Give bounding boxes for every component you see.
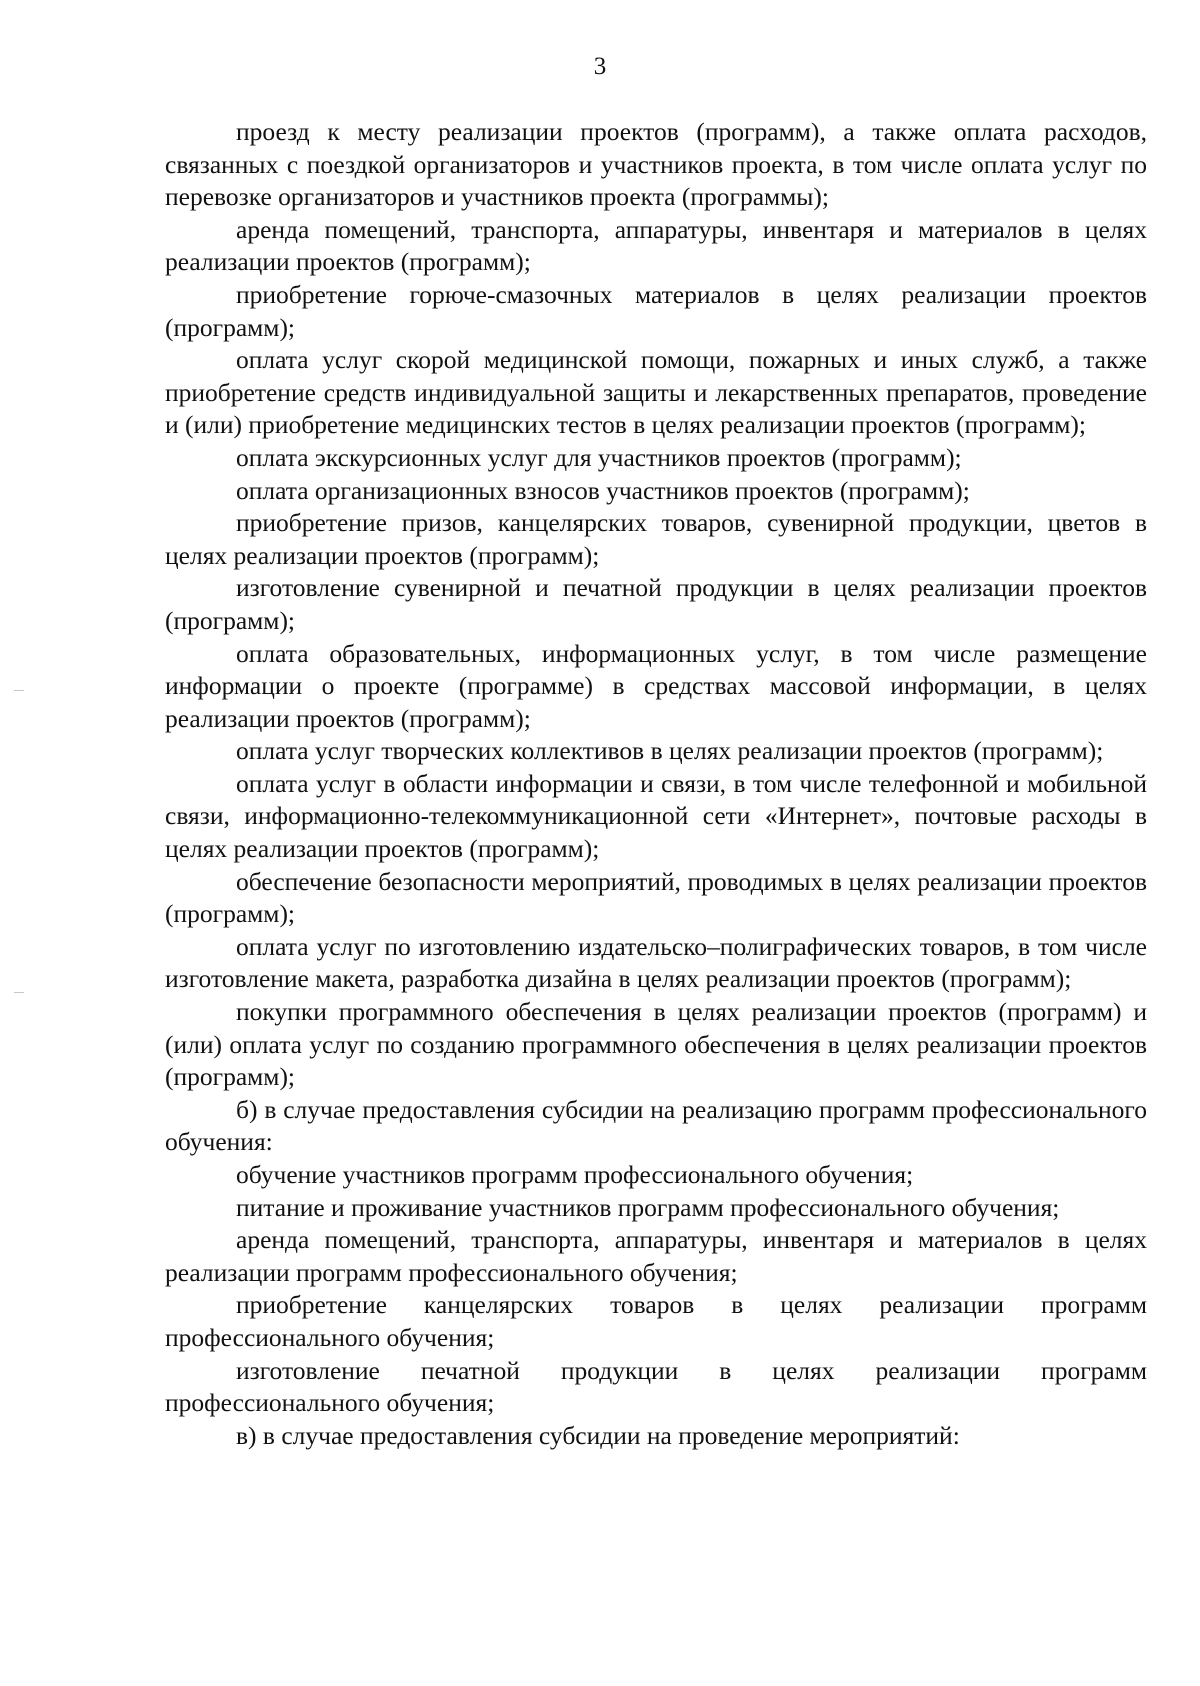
paragraph: покупки программного обеспечения в целях реализации проектов (программ) и (или) оплата услуг по созданию программного обеспечения в целях реализации проектов (программ);: [165, 997, 1147, 1092]
paragraph: проезд к месту реализации проектов (программ), а также оплата расходов, связанных с поездкой организаторов и участников проекта, в том числе оплата услуг по перевозке организаторов и участников проекта (программы);: [165, 117, 1147, 212]
paragraph: аренда помещений, транспорта, аппаратуры, инвентаря и материалов в целях реализации программ профессионального обучения;: [165, 1225, 1147, 1287]
paragraph: оплата услуг в области информации и связи, в том числе телефонной и мобильной связи, информационно-телекоммуникационной сети «Интернет», почтовые расходы в целях реализации проектов (программ);: [165, 768, 1147, 864]
paragraph: оплата образовательных, информационных услуг, в том числе размещение информации о проекте (программе) в средствах массовой информации, в целях реализации проектов (программ);: [165, 638, 1147, 733]
paragraph: приобретение горюче-смазочных материалов в целях реализации проектов (программ);: [165, 279, 1147, 342]
paragraph: приобретение призов, канцелярских товаров, сувенирной продукции, цветов в целях реализации проектов (программ);: [165, 508, 1147, 570]
paragraph: изготовление печатной продукции в целях реализации программ профессионального обучения;: [165, 1355, 1147, 1418]
paragraph: обеспечение безопасности мероприятий, проводимых в целях реализации проектов (программ);: [165, 866, 1147, 929]
document-body: [165, 116, 1147, 1452]
paragraph: в) в случае предоставления субсидии на проведение мероприятий:: [236, 1420, 960, 1450]
paragraph: изготовление сувенирной и печатной продукции в целях реализации проектов (программ);: [165, 573, 1147, 635]
paragraph: оплата услуг скорой медицинской помощи, пожарных и иных служб, а также приобретение средств индивидуальной защиты и лекарственных препаратов, проведение и (или) приобретение медицинских тестов в целях реализации проектов (программ);: [165, 345, 1147, 440]
paragraph: б) в случае предоставления субсидии на реализацию программ профессионального обучения:: [165, 1094, 1147, 1157]
paragraph: оплата услуг творческих коллективов в целях реализации проектов (программ);: [236, 736, 1104, 766]
scan-margin-mark: [14, 690, 24, 691]
paragraph: питание и проживание участников программ профессионального обучения;: [236, 1192, 1060, 1222]
scan-margin-mark: [14, 992, 24, 993]
paragraph: приобретение канцелярских товаров в целях реализации программ профессионального обучения;: [165, 1290, 1147, 1352]
paragraph: оплата услуг по изготовлению издательско–полиграфических товаров, в том числе изготовление макета, разработка дизайна в целях реализации проектов (программ);: [165, 931, 1147, 994]
paragraph: обучение участников программ профессионального обучения;: [236, 1160, 914, 1189]
page-number: 3: [593, 53, 607, 80]
paragraph: аренда помещений, транспорта, аппаратуры, инвентаря и материалов в целях реализации проектов (программ);: [165, 214, 1147, 277]
paragraph: оплата экскурсионных услуг для участников проектов (программ);: [236, 442, 962, 472]
paragraph: оплата организационных взносов участников проектов (программ);: [236, 475, 970, 505]
